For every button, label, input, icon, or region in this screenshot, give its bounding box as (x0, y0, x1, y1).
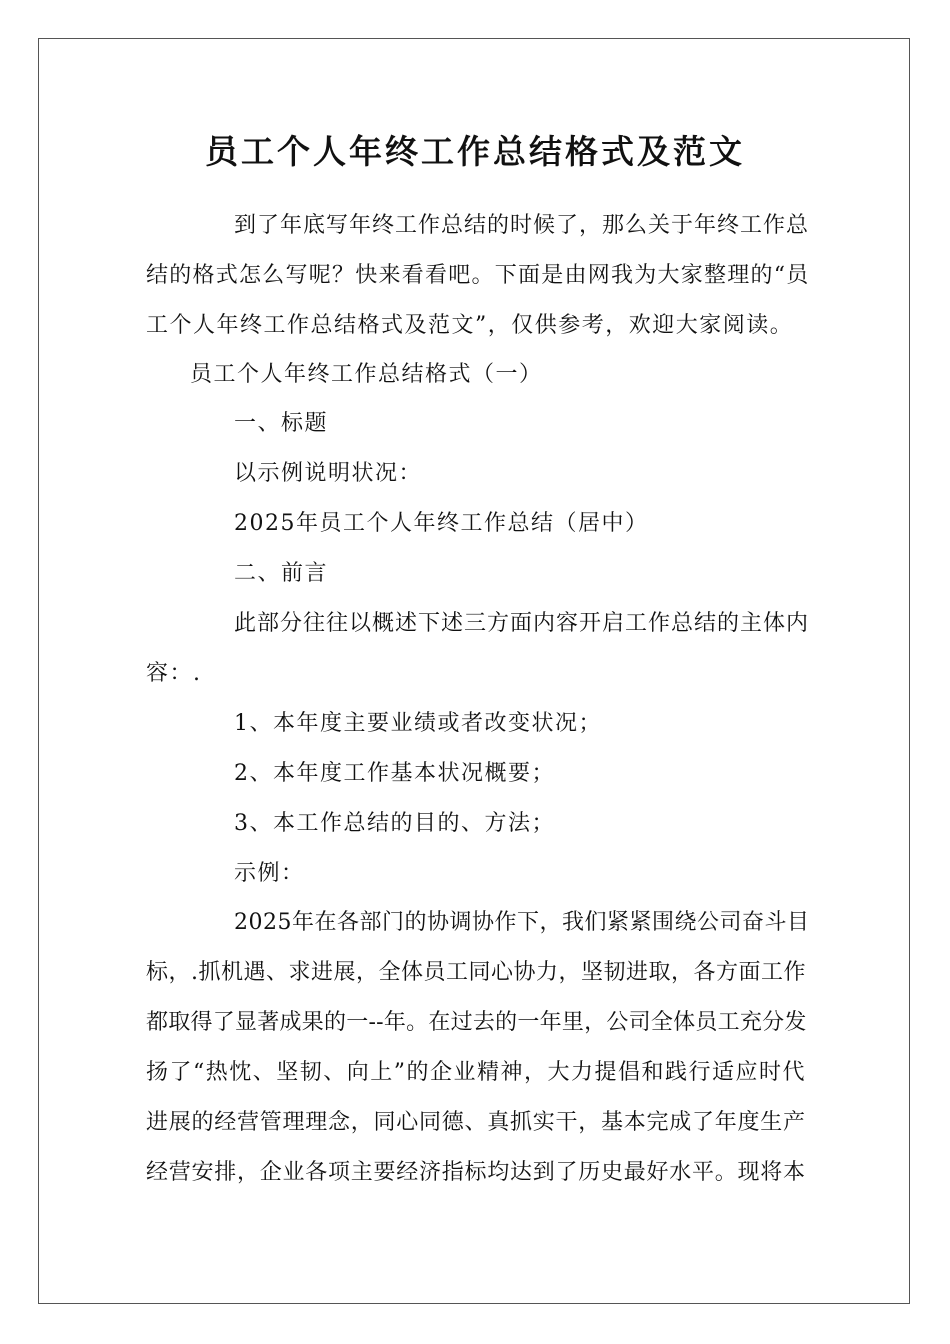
paragraph-line: 扬了“热忱、坚韧、向上”的企业精神，大力提倡和践行适应时代 (146, 1060, 806, 1085)
paragraph-line: 2025年员工个人年终工作总结（居中） (234, 511, 649, 536)
paragraph-line: 结的格式怎么写呢？快来看看吧。下面是由网我为大家整理的“员 (146, 263, 810, 288)
list-item: 3、本工作总结的目的、方法； (234, 811, 555, 836)
paragraph-line: 进展的经营管理理念，同心同德、真抓实干，基本完成了年度生产 (146, 1110, 806, 1135)
paragraph-line: 都取得了显著成果的一--年。在过去的一年里，公司全体员工充分发 (146, 1010, 807, 1035)
paragraph-line: 到了年底写年终工作总结的时候了，那么关于年终工作总 (234, 213, 810, 238)
paragraph-line: 经营安排，企业各项主要经济指标均达到了历史最好水平。现将本 (146, 1160, 806, 1185)
subsection-heading: 一、标题 (234, 411, 329, 436)
paragraph-line: 工个人年终工作总结格式及范文”，仅供参考，欢迎大家阅读。 (146, 313, 794, 338)
section-heading: 员工个人年终工作总结格式（一） (190, 362, 543, 387)
paragraph-line: 此部分往往以概述下述三方面内容开启工作总结的主体内 (234, 611, 810, 636)
paragraph-line: 容：. (146, 661, 202, 686)
paragraph-line: 2025年在各部门的协调协作下，我们紧紧围绕公司奋斗目 (234, 910, 810, 935)
paragraph-line: 示例： (234, 861, 305, 886)
paragraph-line: 以示例说明状况： (234, 461, 423, 486)
list-item: 1、本年度主要业绩或者改变状况； (234, 711, 602, 736)
document-title: 员工个人年终工作总结格式及范文 (205, 132, 745, 171)
subsection-heading: 二、前言 (234, 561, 329, 586)
paragraph-line: 标，.抓机遇、求进展，全体员工同心协力，坚韧进取，各方面工作 (146, 960, 806, 985)
list-item: 2、本年度工作基本状况概要； (234, 761, 555, 786)
